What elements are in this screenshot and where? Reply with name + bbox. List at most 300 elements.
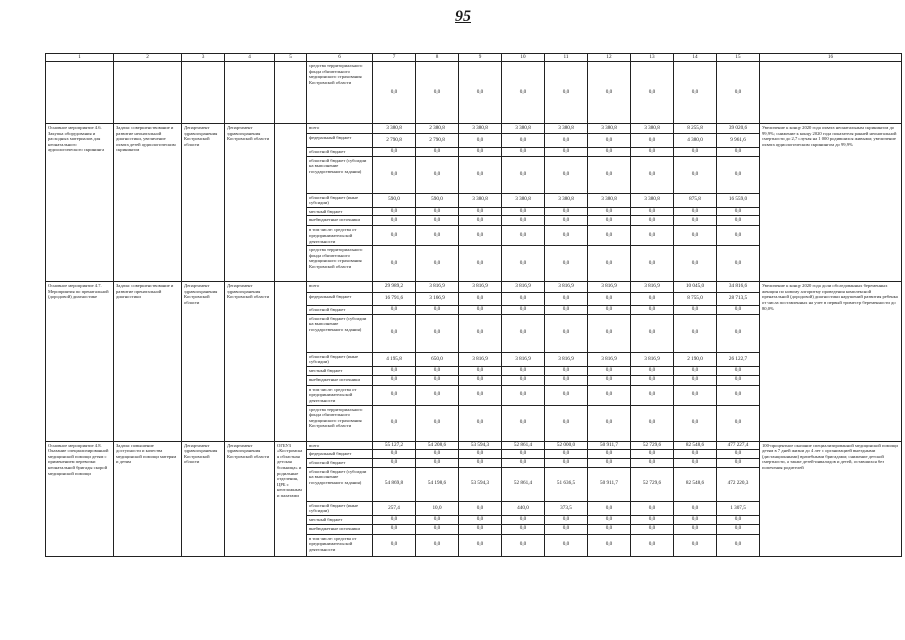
header-cell: 1 <box>46 54 114 62</box>
value-cell: 0,0 <box>674 375 717 385</box>
value-cell: 26 122,7 <box>717 352 760 366</box>
value-cell: 0,0 <box>502 366 545 375</box>
value-cell: 50 911,7 <box>588 467 631 501</box>
value-cell: 3 816,9 <box>459 282 502 293</box>
value-cell: 0,0 <box>373 450 416 459</box>
value-cell: 3 380,8 <box>502 193 545 207</box>
header-cell: 8 <box>416 54 459 62</box>
value-cell: 51 636,5 <box>545 467 588 501</box>
value-cell: 0,0 <box>373 515 416 524</box>
value-cell: 373,5 <box>545 501 588 515</box>
value-cell: 0,0 <box>631 134 674 148</box>
value-cell: 3 816,9 <box>545 352 588 366</box>
value-cell: 3 380,8 <box>631 193 674 207</box>
header-cell: 6 <box>307 54 373 62</box>
value-cell: 0,0 <box>502 207 545 216</box>
event-participant: Департамент здравоохранения Костромской области <box>225 441 275 556</box>
value-cell: 1 307,5 <box>717 501 760 515</box>
value-cell: 0,0 <box>459 366 502 375</box>
value-cell: 0,0 <box>717 62 760 124</box>
value-cell: 0,0 <box>545 148 588 157</box>
value-cell: 0,0 <box>545 246 588 282</box>
value-cell: 0,0 <box>631 226 674 246</box>
value-cell: 0,0 <box>416 148 459 157</box>
value-cell: 82 548,6 <box>674 467 717 501</box>
value-cell: 0,0 <box>674 366 717 375</box>
value-cell: 0,0 <box>631 62 674 124</box>
value-cell: 0,0 <box>588 524 631 534</box>
value-cell: 0,0 <box>459 306 502 315</box>
value-cell: 0,0 <box>674 385 717 405</box>
header-cell: 7 <box>373 54 416 62</box>
value-cell: 0,0 <box>373 216 416 226</box>
value-cell: 50 911,7 <box>588 441 631 450</box>
value-cell: 0,0 <box>459 293 502 306</box>
value-cell: 53 594,3 <box>459 441 502 450</box>
value-cell: 54 198,6 <box>416 467 459 501</box>
value-cell: 0,0 <box>416 207 459 216</box>
value-cell: 0,0 <box>373 366 416 375</box>
source-cell: средства территориального фонда обязательного медицинского страхования Костромской области <box>307 246 373 282</box>
value-cell: 28 713,5 <box>717 293 760 306</box>
event-executor: Департамент здравоохранения Костромской области <box>182 124 225 282</box>
value-cell: 0,0 <box>416 306 459 315</box>
value-cell: 3 816,9 <box>459 352 502 366</box>
event-task: Задача: повышение доступности и качества медицинской помощи матерям и детям <box>114 441 182 556</box>
event-row <box>46 441 902 450</box>
value-cell: 0,0 <box>459 148 502 157</box>
value-cell: 0,0 <box>588 515 631 524</box>
value-cell: 52 000,0 <box>545 441 588 450</box>
source-cell: областной бюджет <box>307 459 373 468</box>
source-cell: в том числе: средства от предпринимательской деятельности <box>307 534 373 556</box>
source-cell: областной бюджет (иные субсидии) <box>307 501 373 515</box>
value-cell: 52 729,6 <box>631 441 674 450</box>
value-cell: 0,0 <box>545 405 588 441</box>
value-cell: 650,0 <box>416 352 459 366</box>
event-recipient: ОГБУЗ «Костромская областная детская больница» и родильные отделения, ЦРБ с неотложными палатами <box>275 441 307 556</box>
value-cell: 0,0 <box>588 366 631 375</box>
value-cell: 0,0 <box>416 385 459 405</box>
event-note: 100-процентное оказание специализированной медицинской помощи детям в 7 дней жизни до 4 лет с организацией выездными (дистанционными) врачебными бригадами; снижение детской смертности, а также детей-инвалидов и детей, оставшихся без попечения родителей <box>760 441 902 556</box>
header-cell: 13 <box>631 54 674 62</box>
value-cell: 0,0 <box>588 62 631 124</box>
event-name: Основное мероприятие 4.8. Оказание специализированной медицинской помощи детям с применением перевозки неонатальной бригады скорой медицинской помощи <box>46 441 114 556</box>
value-cell: 52 729,6 <box>631 467 674 501</box>
value-cell: 2 790,8 <box>416 134 459 148</box>
value-cell: 0,0 <box>502 293 545 306</box>
value-cell: 0,0 <box>459 501 502 515</box>
value-cell: 0,0 <box>373 405 416 441</box>
value-cell: 0,0 <box>674 148 717 157</box>
source-cell: всего <box>307 441 373 450</box>
value-cell: 0,0 <box>545 534 588 556</box>
value-cell: 0,0 <box>674 246 717 282</box>
value-cell: 0,0 <box>674 306 717 315</box>
value-cell: 472 220,3 <box>717 467 760 501</box>
value-cell: 0,0 <box>459 62 502 124</box>
value-cell: 875,8 <box>674 193 717 207</box>
value-cell: 0,0 <box>588 314 631 352</box>
value-cell: 4 380,0 <box>674 134 717 148</box>
value-cell: 0,0 <box>416 375 459 385</box>
value-cell: 53 594,3 <box>459 467 502 501</box>
value-cell: 257,4 <box>373 501 416 515</box>
value-cell: 0,0 <box>502 62 545 124</box>
value-cell: 0,0 <box>631 148 674 157</box>
value-cell: 0,0 <box>717 207 760 216</box>
value-cell: 0,0 <box>416 314 459 352</box>
value-cell: 0,0 <box>674 450 717 459</box>
value-cell: 0,0 <box>674 314 717 352</box>
source-cell: в том числе: средства от предпринимательской деятельности <box>307 226 373 246</box>
value-cell: 0,0 <box>631 385 674 405</box>
value-cell: 0,0 <box>717 216 760 226</box>
value-cell: 54 869,8 <box>373 467 416 501</box>
value-cell: 3 380,8 <box>373 124 416 134</box>
lead-row <box>46 62 902 124</box>
value-cell: 0,0 <box>588 306 631 315</box>
value-cell: 0,0 <box>588 207 631 216</box>
source-cell: внебюджетные источники <box>307 375 373 385</box>
value-cell: 0,0 <box>545 450 588 459</box>
value-cell: 3 816,9 <box>416 282 459 293</box>
value-cell: 0,0 <box>631 246 674 282</box>
value-cell: 0,0 <box>631 156 674 193</box>
value-cell: 0,0 <box>502 524 545 534</box>
value-cell: 3 380,8 <box>588 124 631 134</box>
value-cell: 0,0 <box>502 385 545 405</box>
value-cell: 0,0 <box>459 134 502 148</box>
event-note: Увеличение к концу 2020 года охвата неонатальным скринингом до 99,9%; снижение к концу 2020 года показателя ранней неонатальной смертности до 2,7 случая на 1 000 родившихся живыми; увеличение охвата аудиологическим скринингом до 99,9% <box>760 124 902 282</box>
value-cell: 0,0 <box>373 62 416 124</box>
value-cell: 0,0 <box>416 459 459 468</box>
value-cell: 0,0 <box>717 385 760 405</box>
value-cell: 3 380,8 <box>459 124 502 134</box>
header-cell: 12 <box>588 54 631 62</box>
value-cell: 55 127,2 <box>373 441 416 450</box>
value-cell: 0,0 <box>459 459 502 468</box>
value-cell: 0,0 <box>502 314 545 352</box>
value-cell: 0,0 <box>502 246 545 282</box>
value-cell: 3 816,9 <box>588 282 631 293</box>
value-cell: 0,0 <box>502 306 545 315</box>
value-cell: 0,0 <box>674 156 717 193</box>
value-cell: 0,0 <box>545 156 588 193</box>
value-cell: 0,0 <box>502 134 545 148</box>
value-cell: 477 227,4 <box>717 441 760 450</box>
value-cell: 0,0 <box>373 148 416 157</box>
value-cell: 0,0 <box>717 515 760 524</box>
value-cell: 0,0 <box>717 405 760 441</box>
value-cell: 0,0 <box>588 405 631 441</box>
source-cell: федеральный бюджет <box>307 450 373 459</box>
value-cell: 0,0 <box>631 216 674 226</box>
value-cell: 0,0 <box>631 366 674 375</box>
value-cell: 0,0 <box>588 534 631 556</box>
value-cell: 0,0 <box>588 156 631 193</box>
header-cell: 9 <box>459 54 502 62</box>
value-cell: 0,0 <box>459 314 502 352</box>
value-cell: 3 380,8 <box>631 124 674 134</box>
header-cell: 2 <box>114 54 182 62</box>
value-cell: 0,0 <box>545 62 588 124</box>
value-cell: 0,0 <box>502 375 545 385</box>
event-task: Задача: совершенствование и развитие пренатальной диагностики <box>114 282 182 441</box>
value-cell: 0,0 <box>459 450 502 459</box>
value-cell: 0,0 <box>459 524 502 534</box>
value-cell: 0,0 <box>674 405 717 441</box>
empty-cell <box>760 62 902 124</box>
value-cell: 0,0 <box>502 459 545 468</box>
value-cell: 0,0 <box>545 207 588 216</box>
header-cell: 16 <box>760 54 902 62</box>
source-cell: областной бюджет (иные субсидии) <box>307 352 373 366</box>
event-recipient <box>275 124 307 282</box>
header-cell: 11 <box>545 54 588 62</box>
value-cell: 3 816,9 <box>502 282 545 293</box>
event-participant: Департамент здравоохранения Костромской области <box>225 124 275 282</box>
value-cell: 9 961,6 <box>717 134 760 148</box>
source-cell: всего <box>307 282 373 293</box>
value-cell: 0,0 <box>717 226 760 246</box>
event-name: Основное мероприятие 4.6. Закупка оборудования и расходных материалов для неонатального аудиологического скрининга <box>46 124 114 282</box>
value-cell: 0,0 <box>373 314 416 352</box>
value-cell: 0,0 <box>717 156 760 193</box>
value-cell: 0,0 <box>588 226 631 246</box>
source-cell: средства территориального фонда обязательного медицинского страхования Костромской области <box>307 62 373 124</box>
value-cell: 16 791,6 <box>373 293 416 306</box>
value-cell: 0,0 <box>545 314 588 352</box>
value-cell: 0,0 <box>674 524 717 534</box>
page-number: 95 <box>455 8 471 25</box>
value-cell: 0,0 <box>373 524 416 534</box>
value-cell: 0,0 <box>717 534 760 556</box>
value-cell: 0,0 <box>416 405 459 441</box>
value-cell: 39 020,6 <box>717 124 760 134</box>
value-cell: 3 380,8 <box>545 124 588 134</box>
value-cell: 0,0 <box>717 459 760 468</box>
value-cell: 0,0 <box>674 459 717 468</box>
event-executor: Департамент здравоохранения Костромской области <box>182 441 225 556</box>
value-cell: 0,0 <box>674 534 717 556</box>
event-participant: Департамент здравоохранения Костромской области <box>225 282 275 441</box>
value-cell: 0,0 <box>717 246 760 282</box>
value-cell: 0,0 <box>674 501 717 515</box>
value-cell: 2 790,8 <box>373 134 416 148</box>
value-cell: 0,0 <box>545 134 588 148</box>
value-cell: 2 190,0 <box>674 352 717 366</box>
value-cell: 0,0 <box>631 534 674 556</box>
value-cell: 0,0 <box>588 148 631 157</box>
source-cell: областной бюджет <box>307 306 373 315</box>
value-cell: 0,0 <box>373 385 416 405</box>
value-cell: 0,0 <box>502 534 545 556</box>
value-cell: 0,0 <box>631 207 674 216</box>
value-cell: 0,0 <box>416 450 459 459</box>
value-cell: 0,0 <box>416 156 459 193</box>
value-cell: 0,0 <box>545 226 588 246</box>
value-cell: 0,0 <box>459 405 502 441</box>
value-cell: 590,0 <box>416 193 459 207</box>
value-cell: 34 816,6 <box>717 282 760 293</box>
value-cell: 0,0 <box>631 314 674 352</box>
value-cell: 0,0 <box>588 385 631 405</box>
header-cell: 15 <box>717 54 760 62</box>
source-cell: областной бюджет (субсидии на выполнение государственного задания) <box>307 467 373 501</box>
value-cell: 0,0 <box>545 515 588 524</box>
value-cell: 8 255,8 <box>674 124 717 134</box>
source-cell: федеральный бюджет <box>307 134 373 148</box>
value-cell: 0,0 <box>588 375 631 385</box>
event-executor: Департамент здравоохранения Костромской области <box>182 282 225 441</box>
value-cell: 10 045,0 <box>674 282 717 293</box>
event-name: Основное мероприятие 4.7. Мероприятия по пренатальной (дородовой) диагностике <box>46 282 114 441</box>
value-cell: 0,0 <box>631 515 674 524</box>
value-cell: 0,0 <box>545 459 588 468</box>
value-cell: 0,0 <box>545 385 588 405</box>
value-cell: 0,0 <box>588 459 631 468</box>
value-cell: 0,0 <box>416 524 459 534</box>
value-cell: 0,0 <box>459 207 502 216</box>
value-cell: 0,0 <box>502 405 545 441</box>
value-cell: 0,0 <box>674 216 717 226</box>
source-cell: областной бюджет <box>307 148 373 157</box>
value-cell: 0,0 <box>373 534 416 556</box>
event-task: Задача: совершенствование и развитие неонатальной диагностики, увеличение охвата детей аудиологическим скринингом <box>114 124 182 282</box>
value-cell: 0,0 <box>459 246 502 282</box>
value-cell: 0,0 <box>416 515 459 524</box>
value-cell: 0,0 <box>588 450 631 459</box>
value-cell: 0,0 <box>588 134 631 148</box>
value-cell: 10,0 <box>416 501 459 515</box>
value-cell: 3 380,8 <box>502 124 545 134</box>
value-cell: 82 548,6 <box>674 441 717 450</box>
value-cell: 0,0 <box>631 501 674 515</box>
value-cell: 0,0 <box>674 226 717 246</box>
value-cell: 0,0 <box>416 366 459 375</box>
value-cell: 0,0 <box>545 216 588 226</box>
value-cell: 0,0 <box>717 366 760 375</box>
value-cell: 0,0 <box>502 148 545 157</box>
value-cell: 0,0 <box>631 450 674 459</box>
value-cell: 0,0 <box>459 534 502 556</box>
value-cell: 0,0 <box>502 216 545 226</box>
value-cell: 0,0 <box>373 246 416 282</box>
value-cell: 0,0 <box>545 524 588 534</box>
value-cell: 0,0 <box>373 226 416 246</box>
source-cell: областной бюджет (иные субсидии) <box>307 193 373 207</box>
source-cell: федеральный бюджет <box>307 293 373 306</box>
value-cell: 0,0 <box>373 459 416 468</box>
value-cell: 0,0 <box>631 375 674 385</box>
empty-cell <box>114 62 182 124</box>
value-cell: 0,0 <box>502 156 545 193</box>
value-cell: 0,0 <box>545 306 588 315</box>
value-cell: 0,0 <box>717 450 760 459</box>
value-cell: 52 861,4 <box>502 467 545 501</box>
header-cell: 10 <box>502 54 545 62</box>
value-cell: 3 380,8 <box>545 193 588 207</box>
value-cell: 0,0 <box>717 148 760 157</box>
value-cell: 590,0 <box>373 193 416 207</box>
event-row <box>46 282 902 293</box>
header-cell: 14 <box>674 54 717 62</box>
value-cell: 0,0 <box>588 216 631 226</box>
value-cell: 440,0 <box>502 501 545 515</box>
value-cell: 0,0 <box>588 501 631 515</box>
event-recipient <box>275 282 307 441</box>
header-cell: 3 <box>182 54 225 62</box>
value-cell: 0,0 <box>674 207 717 216</box>
source-cell: внебюджетные источники <box>307 216 373 226</box>
value-cell: 3 816,9 <box>545 282 588 293</box>
value-cell: 0,0 <box>631 459 674 468</box>
value-cell: 0,0 <box>459 385 502 405</box>
source-cell: средства территориального фонда обязательного медицинского страхования Костромской области <box>307 405 373 441</box>
value-cell: 3 380,8 <box>588 193 631 207</box>
value-cell: 2 380,8 <box>416 124 459 134</box>
value-cell: 0,0 <box>631 306 674 315</box>
value-cell: 0,0 <box>373 207 416 216</box>
value-cell: 3 380,8 <box>459 193 502 207</box>
value-cell: 4 195,8 <box>373 352 416 366</box>
value-cell: 0,0 <box>416 62 459 124</box>
value-cell: 0,0 <box>502 515 545 524</box>
value-cell: 0,0 <box>717 306 760 315</box>
value-cell: 0,0 <box>459 515 502 524</box>
value-cell: 0,0 <box>459 375 502 385</box>
value-cell: 0,0 <box>631 524 674 534</box>
value-cell: 29 989,2 <box>373 282 416 293</box>
value-cell: 3 816,9 <box>631 352 674 366</box>
value-cell: 0,0 <box>373 156 416 193</box>
value-cell: 3 166,9 <box>416 293 459 306</box>
source-cell: областной бюджет (субсидии на выполнение государственного задания) <box>307 314 373 352</box>
empty-cell <box>225 62 275 124</box>
value-cell: 0,0 <box>416 246 459 282</box>
value-cell: 0,0 <box>459 226 502 246</box>
value-cell: 0,0 <box>717 524 760 534</box>
source-cell: местный бюджет <box>307 207 373 216</box>
value-cell: 0,0 <box>502 226 545 246</box>
value-cell: 8 755,0 <box>674 293 717 306</box>
value-cell: 0,0 <box>545 366 588 375</box>
value-cell: 0,0 <box>416 226 459 246</box>
value-cell: 16 559,0 <box>717 193 760 207</box>
value-cell: 0,0 <box>459 156 502 193</box>
value-cell: 0,0 <box>545 375 588 385</box>
value-cell: 0,0 <box>459 216 502 226</box>
value-cell: 3 816,9 <box>588 352 631 366</box>
value-cell: 0,0 <box>717 375 760 385</box>
value-cell: 54 208,6 <box>416 441 459 450</box>
source-cell: внебюджетные источники <box>307 524 373 534</box>
value-cell: 0,0 <box>717 314 760 352</box>
value-cell: 0,0 <box>502 450 545 459</box>
value-cell: 0,0 <box>631 405 674 441</box>
value-cell: 3 816,9 <box>631 282 674 293</box>
value-cell: 0,0 <box>545 293 588 306</box>
value-cell: 0,0 <box>674 62 717 124</box>
funding-table <box>45 53 902 557</box>
source-cell: всего <box>307 124 373 134</box>
empty-cell <box>182 62 225 124</box>
value-cell: 0,0 <box>588 246 631 282</box>
source-cell: местный бюджет <box>307 366 373 375</box>
event-row <box>46 124 902 134</box>
empty-cell <box>46 62 114 124</box>
